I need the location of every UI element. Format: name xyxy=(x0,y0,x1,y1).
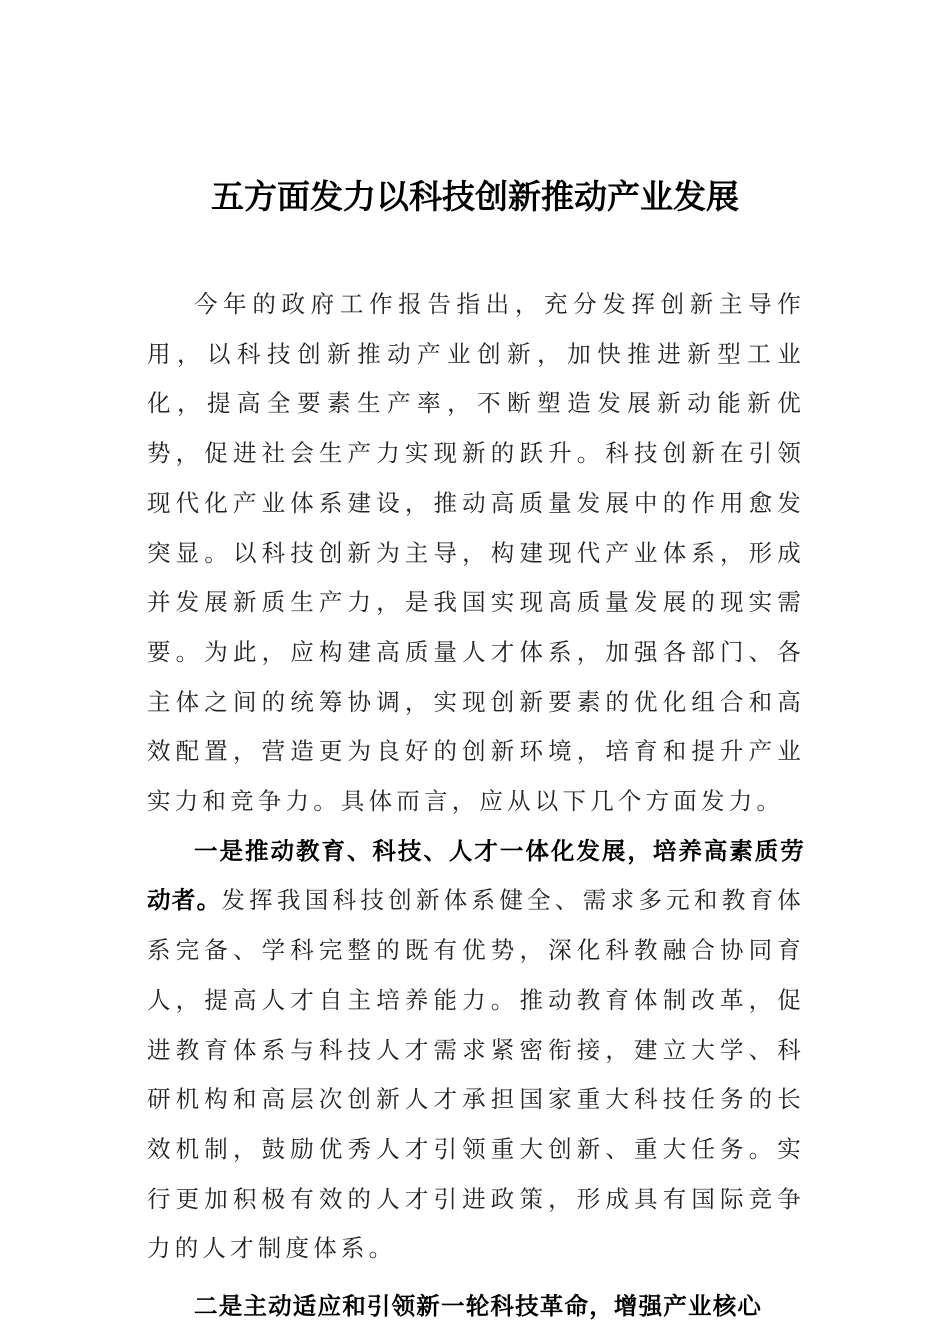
paragraph-lead: 一是推动教育、科技、人才一体化发展，培养高素质劳动者。 xyxy=(147,836,805,915)
document-body xyxy=(147,280,805,1332)
paragraph-point-two xyxy=(147,1282,805,1332)
paragraph-text: 今年的政府工作报告指出，充分发挥创新主导作用，以科技创新推动产业创新，加快推进新型工业化，提高全要素生产率，不断塑造发展新动能新优势，促进社会生产力实现新的跃升。科技创新在引领现代化产业体系建设，推动高质量发展中的作用愈发突显。以科技创新为主导，构建现代产业体系，形成并发展新质生产力，是我国实现高质量发展的现实需要。为此，应构建高质量人才体系，加强各部门、各主体之间的统筹协调，实现创新要素的优化组合和高效配置，营造更为良好的创新环境，培育和提升产业实力和竞争力。具体而言，应从以下几个方面发力。 xyxy=(147,290,805,816)
paragraph-lead: 二是主动适应和引领新一轮科技革命，增强产业核心 xyxy=(194,1292,763,1321)
paragraph-intro xyxy=(147,280,805,827)
paragraph-text: 发挥我国科技创新体系健全、需求多元和教育体系完备、学科完整的既有优势，深化科教融合协同育人，提高人才自主培养能力。推动教育体制改革，促进教育体系与科技人才需求紧密衔接，建立大学、科研机构和高层次创新人才承担国家重大科技任务的长效机制，鼓励优秀人才引领重大创新、重大任务。实行更加积极有效的人才引进政策，形成具有国际竞争力的人才制度体系。 xyxy=(147,886,805,1263)
paragraph-point-one xyxy=(147,827,805,1274)
document-title: 五方面发力以科技创新推动产业发展 xyxy=(211,177,739,216)
